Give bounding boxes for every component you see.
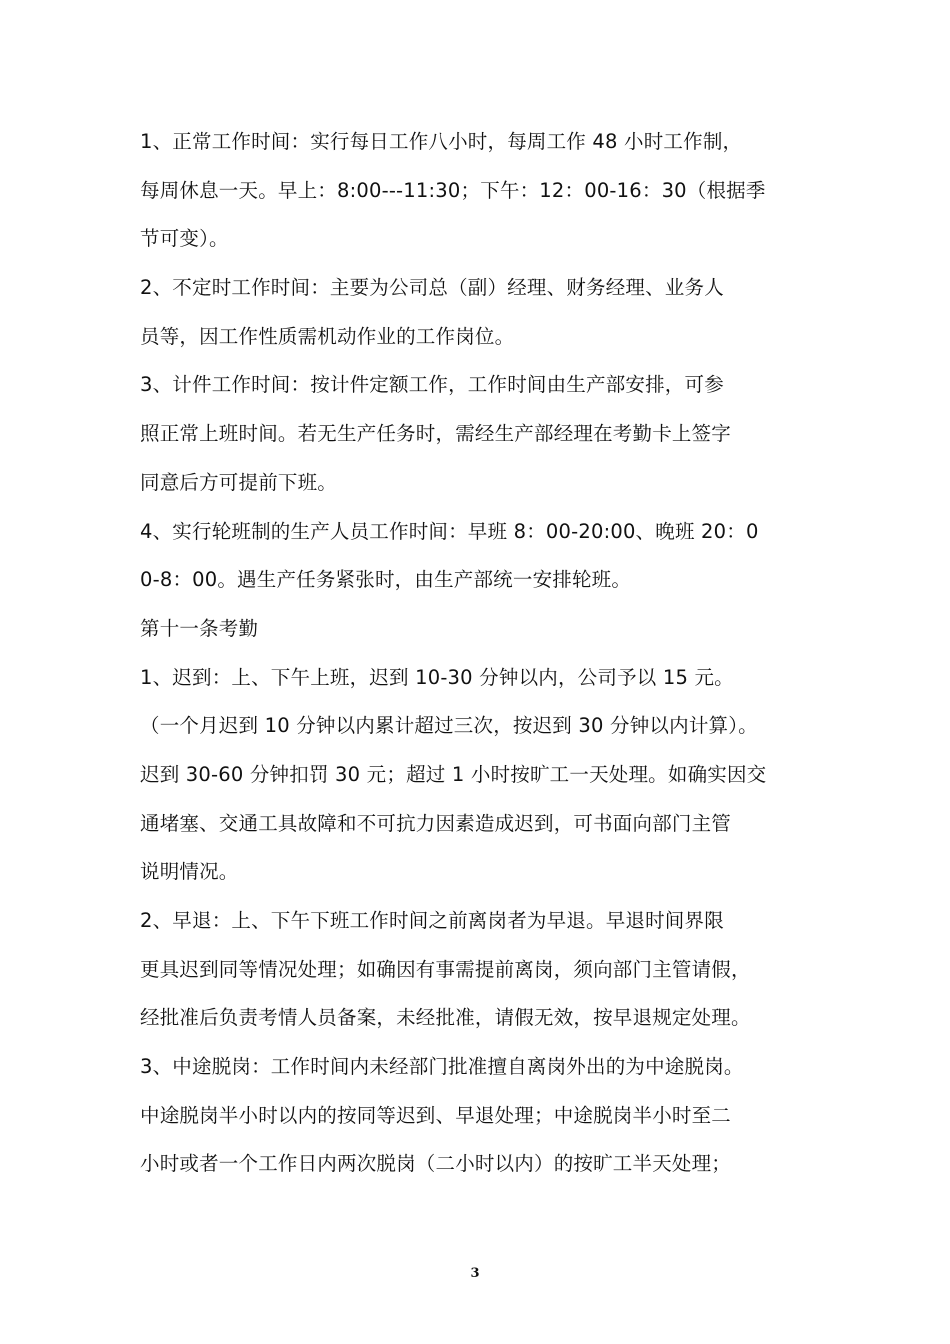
text-line: 通堵塞、交通工具故障和不可抗力因素造成迟到，可书面向部门主管 [140,811,732,835]
page-number: 3 [470,1266,480,1281]
text-line: 0-8：00。遇生产任务紧张时，由生产部统一安排轮班。 [140,568,632,592]
document-body [140,118,830,1189]
text-line: 4、实行轮班制的生产人员工作时间：早班 8：00-20:00、晚班 20：0 [140,519,759,543]
text-line: 节可变）。 [140,227,229,251]
text-line: 照正常上班时间。若无生产任务时，需经生产部经理在考勤卡上签字 [140,422,732,446]
text-line: 小时或者一个工作日内两次脱岗（二小时以内）的按旷工半天处理； [140,1152,732,1176]
text-line: 3、计件工作时间：按计件定额工作，工作时间由生产部安排，可参 [140,373,724,397]
text-line: 2、不定时工作时间：主要为公司总（副）经理、财务经理、业务人 [140,276,724,300]
text-line: 中途脱岗半小时以内的按同等迟到、早退处理；中途脱岗半小时至二 [140,1103,732,1127]
text-line: 迟到 30-60 分钟扣罚 30 元；超过 1 小时按旷工一天处理。如确实因交 [140,762,767,786]
section-heading: 第十一条考勤 [140,616,259,640]
text-line: 3、中途脱岗：工作时间内未经部门批准擅自离岗外出的为中途脱岗。 [140,1055,744,1079]
text-line: 说明情况。 [140,860,239,884]
text-line: 同意后方可提前下班。 [140,470,338,494]
text-line: 1、迟到：上、下午上班，迟到 10-30 分钟以内，公司予以 15 元。 [140,665,734,689]
text-line: 更具迟到同等情况处理；如确因有事需提前离岗，须向部门主管请假， [140,957,751,981]
text-line: 经批准后负责考情人员备案，未经批准，请假无效，按早退规定处理。 [140,1006,751,1030]
text-line: 2、早退：上、下午下班工作时间之前离岗者为早退。早退时间界限 [140,909,724,932]
text-line: 1、正常工作时间：实行每日工作八小时，每周工作 48 小时工作制， [140,130,743,153]
text-line: 员等，因工作性质需机动作业的工作岗位。 [140,324,515,348]
text-line: （一个月迟到 10 分钟以内累计超过三次，按迟到 30 分钟以内计算）。 [140,714,758,738]
text-line: 每周休息一天。早上：8:00---11:30；下午：12：00-16：30（根据季 [140,178,766,202]
